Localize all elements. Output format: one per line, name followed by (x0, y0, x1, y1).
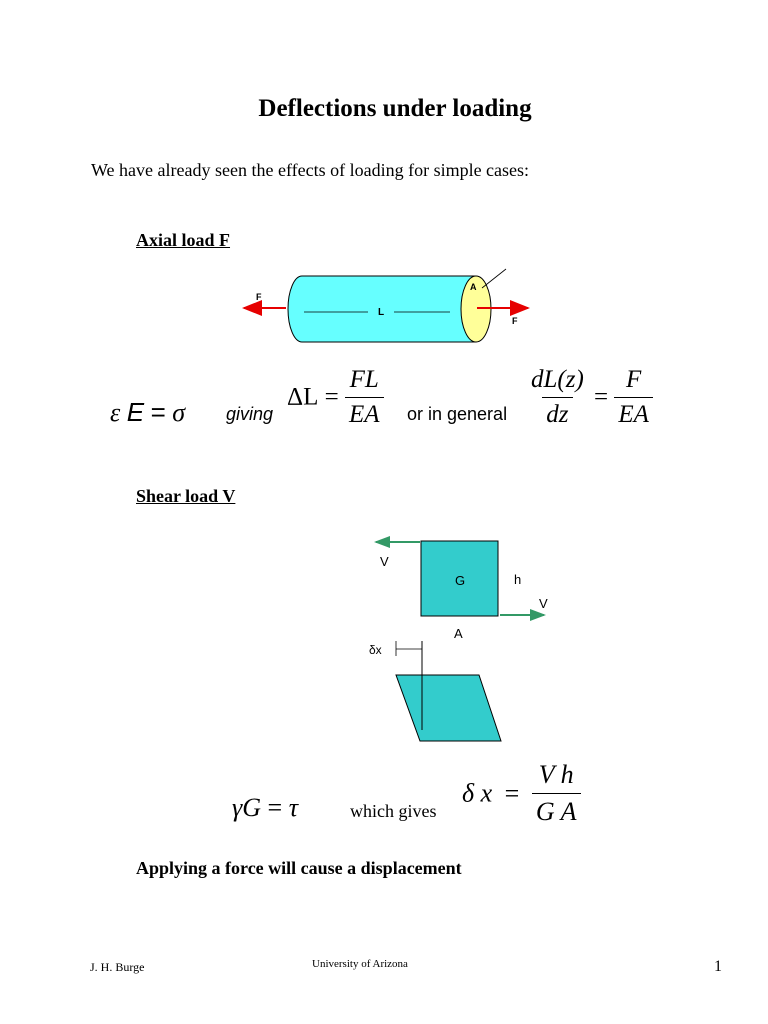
top-shear-label: V (380, 554, 389, 569)
general-derivative-equation (527, 366, 653, 429)
equals-sign: = (324, 383, 339, 411)
fraction-numerator: F (626, 366, 642, 393)
displacement-fraction (532, 760, 581, 827)
area-pointer (482, 269, 506, 288)
shear-load-heading: Shear load V (136, 486, 236, 506)
shear-stress-equation (232, 793, 298, 823)
footer-institution: University of Arizona (312, 958, 408, 970)
shear-load-diagram (360, 530, 560, 750)
fraction-numerator: V h (538, 760, 574, 789)
giving-text: giving (226, 404, 274, 424)
bottom-shear-label: V (539, 596, 548, 611)
area-label: A (470, 282, 477, 292)
fraction-numerator: dL(z) (531, 366, 584, 393)
equals-sign: = (267, 793, 283, 822)
page-title: Deflections under loading (258, 95, 532, 122)
stress-strain-equation (110, 397, 185, 428)
fraction-numerator: FL (349, 366, 379, 393)
left-force-label: F (256, 292, 262, 302)
modulus-symbol: E (126, 397, 145, 427)
shear-modulus-symbol: G (242, 793, 262, 822)
displacement-label: δx (369, 643, 382, 657)
shear-modulus-label: G (455, 573, 466, 588)
intro-text: We have already seen the effects of loading for simple cases: (91, 160, 530, 180)
equals-sign: = (594, 383, 609, 411)
force-area-fraction (614, 366, 653, 429)
height-label: h (514, 572, 522, 587)
displacement-equation (462, 760, 581, 827)
axial-load-heading: Axial load F (136, 230, 231, 250)
which-gives-text: which gives (350, 801, 437, 821)
fraction-denominator: G A (532, 793, 581, 827)
footer-page-number: 1 (714, 958, 722, 975)
delta-l-lhs: ΔL (287, 383, 319, 411)
gamma-symbol: γ (232, 793, 243, 822)
area-label: A (454, 626, 463, 641)
tau-symbol: τ (288, 793, 299, 822)
fraction-denominator: dz (542, 397, 572, 429)
delta-l-fraction (345, 366, 384, 429)
sigma-symbol: σ (172, 398, 186, 427)
right-force-label: F (512, 316, 518, 326)
sheared-block (396, 675, 501, 741)
equals-sign: = (504, 778, 520, 808)
equals-sign: = (150, 397, 166, 427)
delta-l-equation (287, 366, 384, 429)
footer-author: J. H. Burge (90, 960, 145, 974)
fraction-denominator: EA (614, 397, 653, 429)
epsilon-symbol: ε (110, 398, 121, 427)
displacement-lhs: δ x (462, 778, 493, 808)
derivative-fraction (527, 366, 588, 429)
fraction-denominator: EA (345, 397, 384, 429)
or-in-general-text: or in general (407, 404, 508, 424)
axial-load-diagram (236, 262, 546, 352)
length-label: L (378, 307, 385, 318)
conclusion-text: Applying a force will cause a displacement (136, 858, 462, 878)
